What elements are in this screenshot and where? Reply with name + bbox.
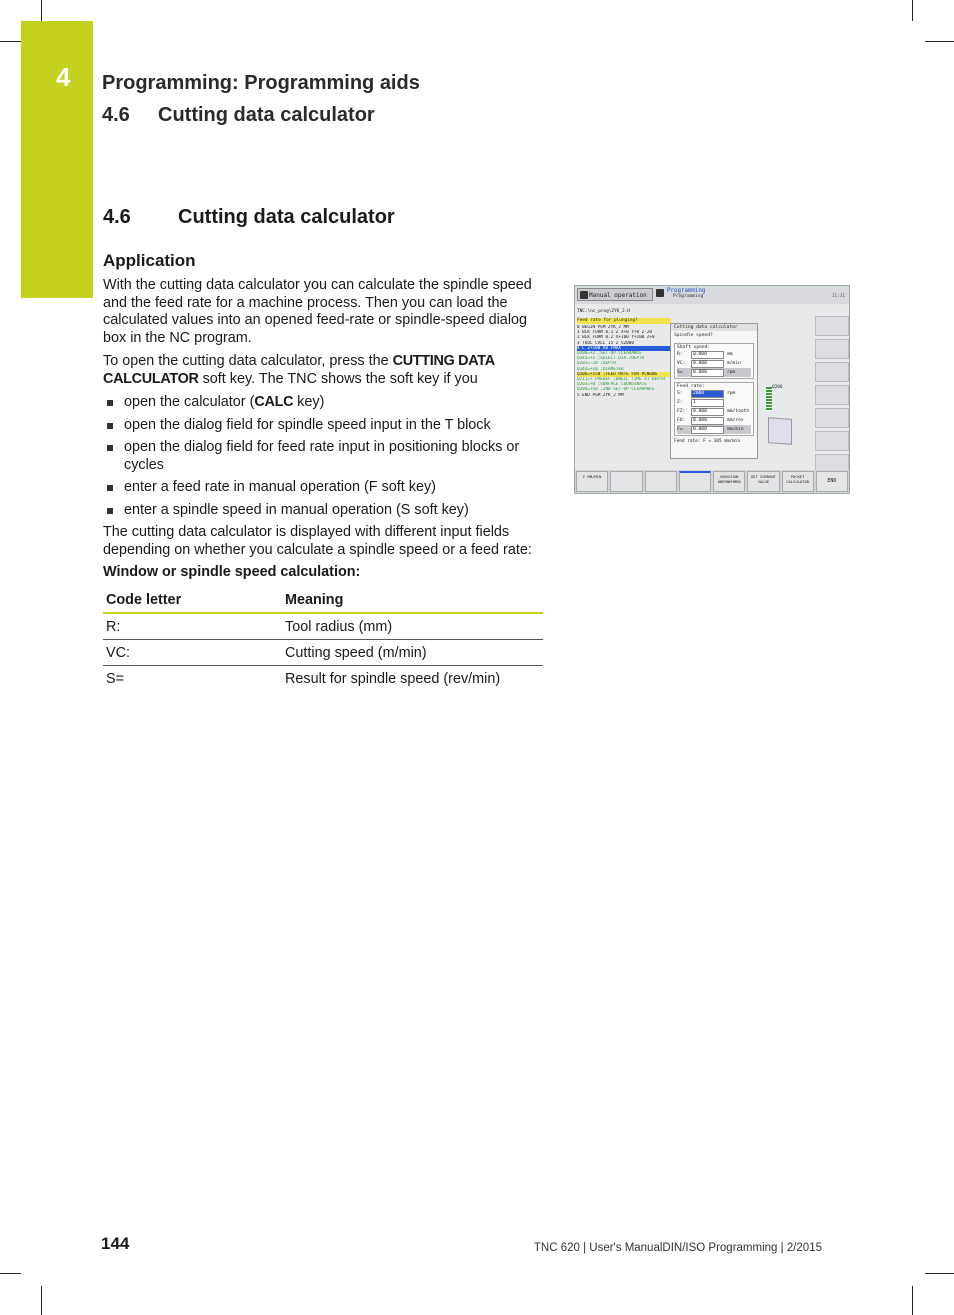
value-field[interactable]: 0.000 <box>691 360 724 368</box>
feed-rate-group <box>674 382 754 436</box>
crop-mark <box>0 1273 21 1274</box>
running-header-section-number: 4.6 <box>102 104 130 126</box>
crop-mark <box>925 1273 954 1274</box>
key-name: CALC <box>254 394 294 410</box>
field-row: VC: 0.000 m/min <box>677 360 741 366</box>
running-header-section <box>102 104 375 127</box>
footer-text: TNC 620 | User's ManualDIN/ISO Programming | 2/2015 <box>533 1242 822 1254</box>
table-row <box>103 640 543 666</box>
vertical-softkey[interactable] <box>815 385 849 405</box>
cutting-data-calculator-dialog <box>670 323 758 459</box>
table-cell: R: <box>106 618 121 635</box>
group-label: Shaft speed: <box>677 345 711 350</box>
dialog-title: Cutting data calculator <box>671 324 757 331</box>
vertical-softkey[interactable] <box>815 316 849 336</box>
hand-icon <box>580 291 588 299</box>
program-line: 3 TOOL CALL 15 Z S2000 <box>577 340 634 346</box>
field-row: S= 0.000 rpm <box>677 368 751 377</box>
value-field[interactable]: 1 <box>691 399 724 407</box>
table-caption: Window or spindle speed calculation: <box>103 564 361 580</box>
program-line: 2 BLK FORM 0.2 X+100 Y+100 Z+0 <box>577 335 655 341</box>
spindle-speed-group <box>674 343 754 379</box>
cycle-graphic-label: Q206 <box>772 385 783 390</box>
crop-mark <box>912 0 913 21</box>
vertical-softkey[interactable] <box>815 362 849 382</box>
field-row: FU: 0.000 mm/rev <box>677 417 744 423</box>
field-row: S: 2000 rpm <box>677 390 736 396</box>
list-item: open the dialog field for feed rate input in positioning blocks or cycles <box>103 439 545 474</box>
plunge-arrow-icon <box>766 387 772 411</box>
mode-programming: Programming Programming <box>655 288 727 302</box>
feed-result: Feed rate: F = 105 mm/min <box>674 439 741 444</box>
clock: 11:31 <box>831 294 845 299</box>
softkey-name: CALCULATOR <box>103 370 199 387</box>
program-line: Q204=+50 ;2ND SET-UP CLEARANCE <box>577 387 655 393</box>
softkey-get-current-value[interactable]: GET CURRENT VALUE <box>747 471 779 492</box>
table-cell: VC: <box>106 644 130 661</box>
after-paragraph: The cutting data calculator is displayed with different input fields depending on whether you calculate a spindle speed or a feed rate: <box>103 524 532 558</box>
running-header-chapter: Programming: Programming aids <box>102 72 420 94</box>
section-number: 4.6 <box>103 206 131 228</box>
crop-mark <box>0 41 21 42</box>
softkey-end[interactable]: END <box>816 471 848 492</box>
table-header-cell: Code letter <box>106 591 182 608</box>
crop-mark <box>925 41 954 42</box>
list-item: enter a spindle speed in manual operation (S soft key) <box>103 502 545 520</box>
program-listing <box>577 325 673 398</box>
table-cell: S= <box>106 670 125 687</box>
workpiece-graphic <box>768 417 792 445</box>
page-number: 144 <box>101 1234 130 1253</box>
softkey-feed-mm-min[interactable]: F MM/MIN <box>576 471 608 492</box>
program-line: 4 L Z+100 R0 FMAX <box>577 346 673 351</box>
program-line: 0 BEGIN PGM ZYK_2 MM <box>577 325 629 330</box>
section-heading <box>103 206 395 229</box>
subsection-heading: Application <box>103 251 196 270</box>
table-cell: Result for spindle speed (rev/min) <box>285 670 501 687</box>
program-line: Q343=+1 ;SELECT DIA./DEPTH <box>577 356 645 362</box>
field-row: F= 0.000 mm/min <box>677 425 751 434</box>
crop-mark <box>41 0 42 21</box>
crop-mark <box>912 1286 913 1315</box>
list-item: open the dialog field for spindle speed input in the T block <box>103 417 545 435</box>
softkey-pocket-calculator[interactable]: POCKET CALCULATOR <box>782 471 814 492</box>
softkey-empty[interactable] <box>610 471 642 492</box>
list-item: open the calculator (CALC key) <box>103 394 545 412</box>
list-item: enter a feed rate in manual operation (F soft key) <box>103 479 545 497</box>
softkey-name: CUTTING DATA <box>392 353 495 369</box>
vertical-softkey[interactable] <box>815 431 849 451</box>
group-label: Feed rate: <box>677 384 705 389</box>
vertical-softkey[interactable] <box>815 339 849 359</box>
chapter-number: 4 <box>56 62 71 92</box>
program-line: Q344=+10 ;DIAMETER <box>577 366 624 372</box>
program-line: Q201=-20 ;DEPTH <box>577 361 616 367</box>
value-field: 0.000 <box>691 426 724 434</box>
value-field[interactable]: 0.000 <box>691 417 724 425</box>
program-line: 5 END PGM ZYK_2 MM <box>577 392 624 398</box>
table-cell: Tool radius (mm) <box>285 618 393 635</box>
programming-icon <box>656 289 664 297</box>
table-header-row <box>103 587 543 614</box>
table-row <box>103 666 543 691</box>
dialog-question: Spindle speed? <box>674 333 713 338</box>
tnc-screenshot <box>574 285 850 494</box>
mode-manual-operation: Manual operation <box>577 288 653 301</box>
table-cell: Cutting speed (m/min) <box>285 644 427 661</box>
intro-paragraph: With the cutting data calculator you can calculate the spindle speed and the feed rate for a machine process. Then you can load the calculated values into an opened feed-rate or spindle-speed dialog box in the NC program. <box>103 277 532 346</box>
dialog-prompt: Feed rate for plunging? <box>577 318 671 324</box>
value-field[interactable]: 0.000 <box>691 408 724 416</box>
program-line: Q206=+150 ;FEED RATE FOR PLNGNG <box>577 372 673 377</box>
running-header-section-title: Cutting data calculator <box>158 104 375 126</box>
table-header-cell: Meaning <box>285 591 344 608</box>
field-row: FZ: 0.000 mm/tooth <box>677 408 750 414</box>
vertical-softkey-bar <box>815 316 849 466</box>
value-field[interactable]: 2000 <box>691 390 724 398</box>
softkey-empty[interactable] <box>679 471 711 492</box>
table-row <box>103 614 543 640</box>
value-field[interactable]: 0.000 <box>691 351 724 359</box>
program-path: TNC:\nc_prog\ZYK_2.H <box>577 309 630 314</box>
program-line: Q211=+ PREDEF ;DWELL TIME AT DEPTH <box>577 377 665 383</box>
crop-mark <box>41 1286 42 1315</box>
field-row: R: 0.000 mm <box>677 351 733 357</box>
body-text <box>103 277 545 565</box>
value-field: 0.000 <box>691 369 724 377</box>
bullet-list <box>103 394 545 519</box>
code-table <box>103 587 543 691</box>
program-line: Q200=+2 ;SET-UP CLEARANCE <box>577 351 642 357</box>
softkey-accept-feed[interactable]: VORSCHUB ÜBERNEHMEN <box>713 471 745 492</box>
open-paragraph: To open the cutting data calculator, press the CUTTING DATA CALCULATOR soft key. The TNC shows the soft key if you <box>103 353 495 387</box>
vertical-softkey[interactable] <box>815 408 849 428</box>
program-line: 1 BLK FORM 0.1 Z X+0 Y+0 Z-20 <box>577 330 653 336</box>
program-line: Q203=+0 ;SURFACE COORDINATE <box>577 382 647 388</box>
field-row: Z: 1 <box>677 398 751 407</box>
softkey-empty[interactable] <box>645 471 677 492</box>
softkey-bar <box>575 470 849 493</box>
section-title: Cutting data calculator <box>178 206 395 228</box>
